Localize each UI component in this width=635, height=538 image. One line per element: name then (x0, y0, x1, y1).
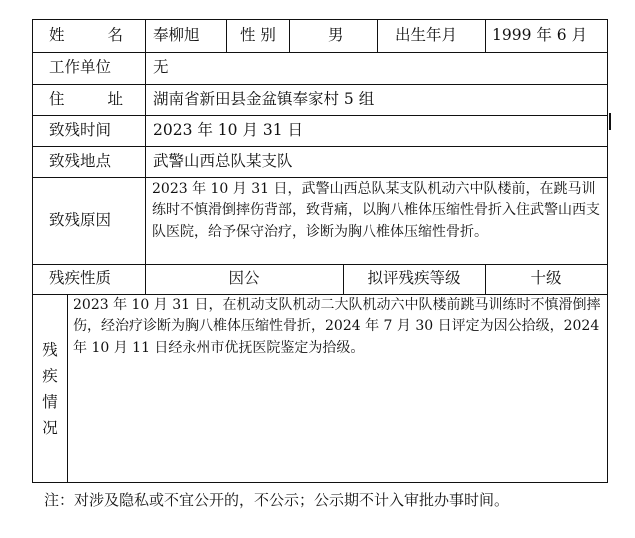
disability-cause-value: 2023 年 10 月 31 日，武警山西总队某支队机动六中队楼前，在跳马训练时不慎滑倒摔伤背部，致背痛，以胸八椎体压缩性骨折入住武警山西支队医院，给予保守治疗，诊断为胸八椎体压缩性骨折。 (152, 181, 600, 240)
disability-time-value: 2023 年 10 月 31 日 (153, 120, 304, 139)
name-value: 奉柳旭 (153, 26, 200, 45)
disability-nature-label: 残疾性质 (49, 269, 112, 288)
column-divider (145, 20, 146, 264)
address-value: 湖南省新田县金盆镇奉家村 5 组 (153, 89, 375, 108)
birth-label: 出生年月 (395, 26, 458, 45)
employer-label: 工作单位 (49, 58, 112, 77)
gender-label: 性 别 (240, 26, 276, 45)
name-label: 姓 名 (49, 26, 123, 45)
birth-value: 1999 年 6 月 (492, 26, 588, 45)
disability-place-label: 致残地点 (49, 151, 112, 170)
column-divider (67, 294, 68, 483)
disability-time-label: 致残时间 (49, 120, 112, 139)
gender-value: 男 (328, 26, 344, 45)
column-divider (377, 20, 378, 52)
disability-condition-label: 残 疾 情 况 (42, 340, 58, 437)
disability-cause-label: 致残原因 (49, 210, 112, 229)
proposed-grade-label: 拟评残疾等级 (367, 269, 461, 288)
column-divider (485, 20, 486, 52)
footer-note: 注：对涉及隐私或不宜公开的，不公示；公示期不计入审批办事时间。 (44, 491, 510, 509)
disability-place-value: 武警山西总队某支队 (153, 151, 293, 170)
disability-condition-value: 2023 年 10 月 31 日，在机动支队机动二大队机动六中队楼前跳马训练时不慎滑倒摔伤，经治疗诊断为胸八椎体压缩性骨折，2024 年 7 月 30 日评定为因公拾级，2024 年 10 月 11 日经永州市优抚医院鉴定为拾级。 (73, 297, 601, 356)
employer-value: 无 (153, 58, 169, 77)
address-label: 住 址 (49, 89, 123, 108)
column-divider (226, 20, 227, 52)
column-divider (289, 20, 290, 52)
proposed-grade-value: 十级 (530, 269, 562, 288)
text-cursor (609, 113, 611, 130)
disability-nature-value: 因公 (228, 269, 260, 288)
disability-form-table (32, 19, 608, 483)
